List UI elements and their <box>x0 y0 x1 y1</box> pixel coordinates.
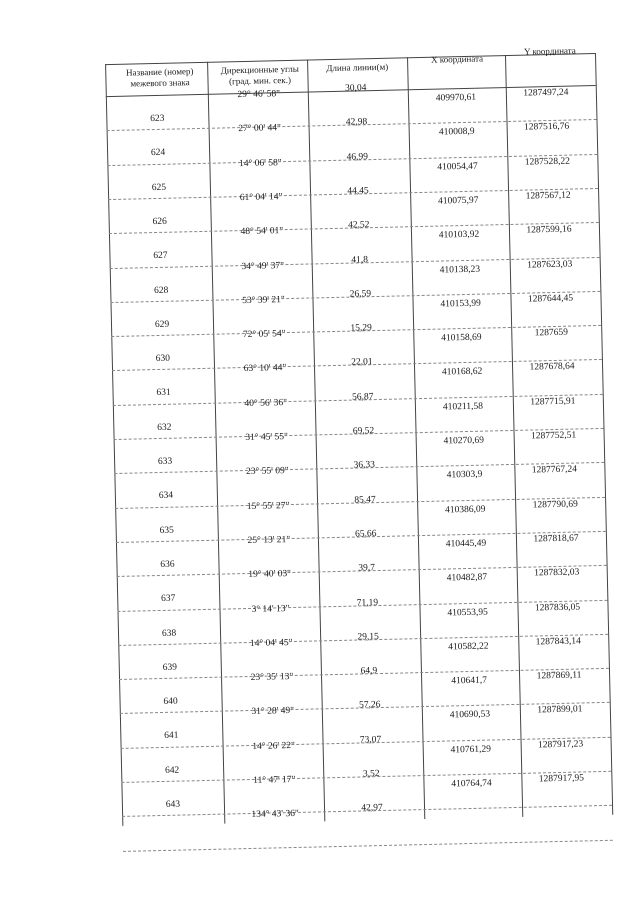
line-length: 42,97 <box>361 803 383 814</box>
x-coordinate: 410270,69 <box>443 435 485 447</box>
line-length: 85,47 <box>354 494 376 506</box>
x-coordinate: 410008,9 <box>438 127 475 138</box>
line-length: 22,01 <box>351 357 373 368</box>
x-coordinate: 410138,23 <box>439 264 481 276</box>
x-coordinate: 409970,61 <box>435 92 477 104</box>
y-coordinate: 1287497,24 <box>523 87 569 99</box>
direction-angle: 14° 26' 22" <box>252 740 296 752</box>
boundary-mark-name: 634 <box>158 490 174 502</box>
x-coordinate: 410764,74 <box>451 778 492 790</box>
direction-angle: 48° 54' 01" <box>240 226 284 238</box>
x-coordinate: 410103,92 <box>438 229 480 241</box>
x-coordinate: 410582,22 <box>448 641 489 653</box>
line-length: 15,29 <box>350 323 372 334</box>
line-length: 30,04 <box>344 83 367 94</box>
direction-angle: 14° 04' 45" <box>249 637 293 649</box>
x-coordinate: 410482,87 <box>446 572 488 584</box>
line-length: 73,07 <box>359 734 382 746</box>
x-coordinate: 410075,97 <box>437 195 479 207</box>
line-length: 64,9 <box>360 666 378 677</box>
x-coordinate: 410641,7 <box>451 675 488 687</box>
boundary-mark-name: 627 <box>153 250 168 262</box>
y-coordinate: 1287899,01 <box>537 704 583 716</box>
x-coordinate: 410386,09 <box>444 504 486 516</box>
line-length: 36,33 <box>353 460 376 471</box>
direction-angle: 61° 04' 14" <box>239 192 283 203</box>
header-length: Длина линии(м) <box>326 61 389 74</box>
line-length: 41,8 <box>351 254 369 266</box>
boundary-mark-name: 642 <box>164 765 180 776</box>
direction-angle: 29° 46' 58" <box>237 89 281 101</box>
direction-angle: 19° 40' 03" <box>248 569 292 581</box>
x-coordinate: 410553,95 <box>447 607 488 618</box>
line-length: 65,66 <box>355 528 377 540</box>
y-coordinate: 1287767,24 <box>531 464 578 476</box>
boundary-mark-name: 637 <box>161 593 176 605</box>
boundary-mark-name: 641 <box>164 731 179 742</box>
boundary-mark-name: 638 <box>161 628 177 639</box>
line-length: 46,99 <box>346 151 369 163</box>
boundary-mark-name: 631 <box>156 388 171 399</box>
header-x: X координата <box>430 53 484 65</box>
row-line <box>123 839 613 851</box>
direction-angle: 14° 06' 58" <box>238 157 282 169</box>
y-coordinate: 1287516,76 <box>523 121 570 133</box>
boundary-mark-name: 625 <box>151 182 167 193</box>
line-length: 56,87 <box>351 391 374 403</box>
direction-angle: 34° 49' 37" <box>241 260 285 272</box>
boundary-mark-name: 633 <box>157 456 173 468</box>
header-angles: Дирекционные углы (град. мин. сек.) <box>220 63 299 87</box>
direction-angle: 40° 56' 36" <box>244 397 288 409</box>
boundary-mark-name: 624 <box>150 148 166 159</box>
direction-angle: 63° 10' 44" <box>243 363 287 375</box>
boundary-mark-name: 635 <box>159 525 174 536</box>
y-coordinate: 1287567,12 <box>525 190 571 202</box>
boundary-mark-name: 630 <box>155 353 171 365</box>
y-coordinate: 1287644,45 <box>527 293 574 305</box>
boundary-mark-name: 632 <box>157 422 172 433</box>
y-coordinate: 1287623,03 <box>527 259 573 271</box>
direction-angle: 25° 13' 21" <box>247 534 291 546</box>
direction-angle: 53° 39' 21" <box>242 294 285 306</box>
line-length: 42,52 <box>348 220 370 231</box>
boundary-mark-name: 640 <box>163 696 178 708</box>
line-length: 44,45 <box>347 186 369 197</box>
direction-angle: 15° 55' 27" <box>246 500 290 512</box>
y-coordinate: 1287790,69 <box>532 499 578 511</box>
boundary-mark-name: 639 <box>162 662 178 673</box>
y-coordinate: 1287832,03 <box>534 567 580 579</box>
direction-angle: 134° 43' 36" <box>251 809 299 821</box>
line-length: 42,98 <box>345 117 368 128</box>
x-coordinate: 410690,53 <box>449 709 491 721</box>
x-coordinate: 410211,58 <box>442 401 484 413</box>
y-coordinate: 1287869,11 <box>536 670 582 682</box>
line-length: 69,52 <box>352 426 375 437</box>
boundary-mark-name: 626 <box>152 216 167 227</box>
direction-angle: 11° 47' 17" <box>253 774 296 786</box>
x-coordinate: 410153,99 <box>440 298 481 310</box>
boundary-mark-name: 623 <box>150 113 165 125</box>
y-coordinate: 1287843,14 <box>535 636 581 648</box>
y-coordinate: 1287752,51 <box>530 430 577 442</box>
boundary-mark-name: 636 <box>160 559 175 570</box>
line-length: 26,59 <box>349 288 372 300</box>
header-name: Название (номер) межевого знака <box>125 66 194 89</box>
boundary-mark-name: 643 <box>165 799 181 810</box>
x-coordinate: 410158,69 <box>441 332 482 344</box>
line-length: 3,52 <box>362 769 380 780</box>
direction-angle: 27° 00' 44" <box>238 123 282 135</box>
line-length: 39,7 <box>358 563 376 574</box>
y-coordinate: 1287528,22 <box>524 156 571 168</box>
x-coordinate: 410761,29 <box>450 744 492 756</box>
y-coordinate: 1287659 <box>534 327 569 339</box>
y-coordinate: 1287599,16 <box>526 224 572 236</box>
column-line <box>105 64 123 826</box>
x-coordinate: 410445,49 <box>445 538 487 550</box>
table-grid <box>0 0 639 3</box>
boundary-mark-name: 628 <box>154 285 169 296</box>
direction-angle: 72° 05' 54" <box>242 329 286 341</box>
direction-angle: 3° 14' 13" <box>251 603 290 615</box>
y-coordinate: 1287818,67 <box>533 533 579 545</box>
x-coordinate: 410054,47 <box>437 161 478 173</box>
header-y: Y координата <box>523 45 576 57</box>
direction-angle: 31° 28' 49" <box>251 706 295 718</box>
direction-angle: 31° 45' 55" <box>245 432 289 444</box>
direction-angle: 23° 35' 13" <box>250 672 294 684</box>
x-coordinate: 410168,62 <box>441 367 483 378</box>
boundary-mark-name: 629 <box>154 319 170 330</box>
y-coordinate: 1287715,91 <box>530 396 576 408</box>
y-coordinate: 1287917,23 <box>537 739 584 751</box>
line-length: 71,19 <box>356 597 379 609</box>
line-length: 57,26 <box>358 700 381 711</box>
line-length: 29,15 <box>357 631 379 643</box>
direction-angle: 23° 55' 09" <box>245 466 289 478</box>
y-coordinate: 1287917,95 <box>538 773 585 785</box>
x-coordinate: 410303,9 <box>446 469 483 481</box>
y-coordinate: 1287836,05 <box>534 601 581 613</box>
y-coordinate: 1287678,64 <box>529 361 575 373</box>
